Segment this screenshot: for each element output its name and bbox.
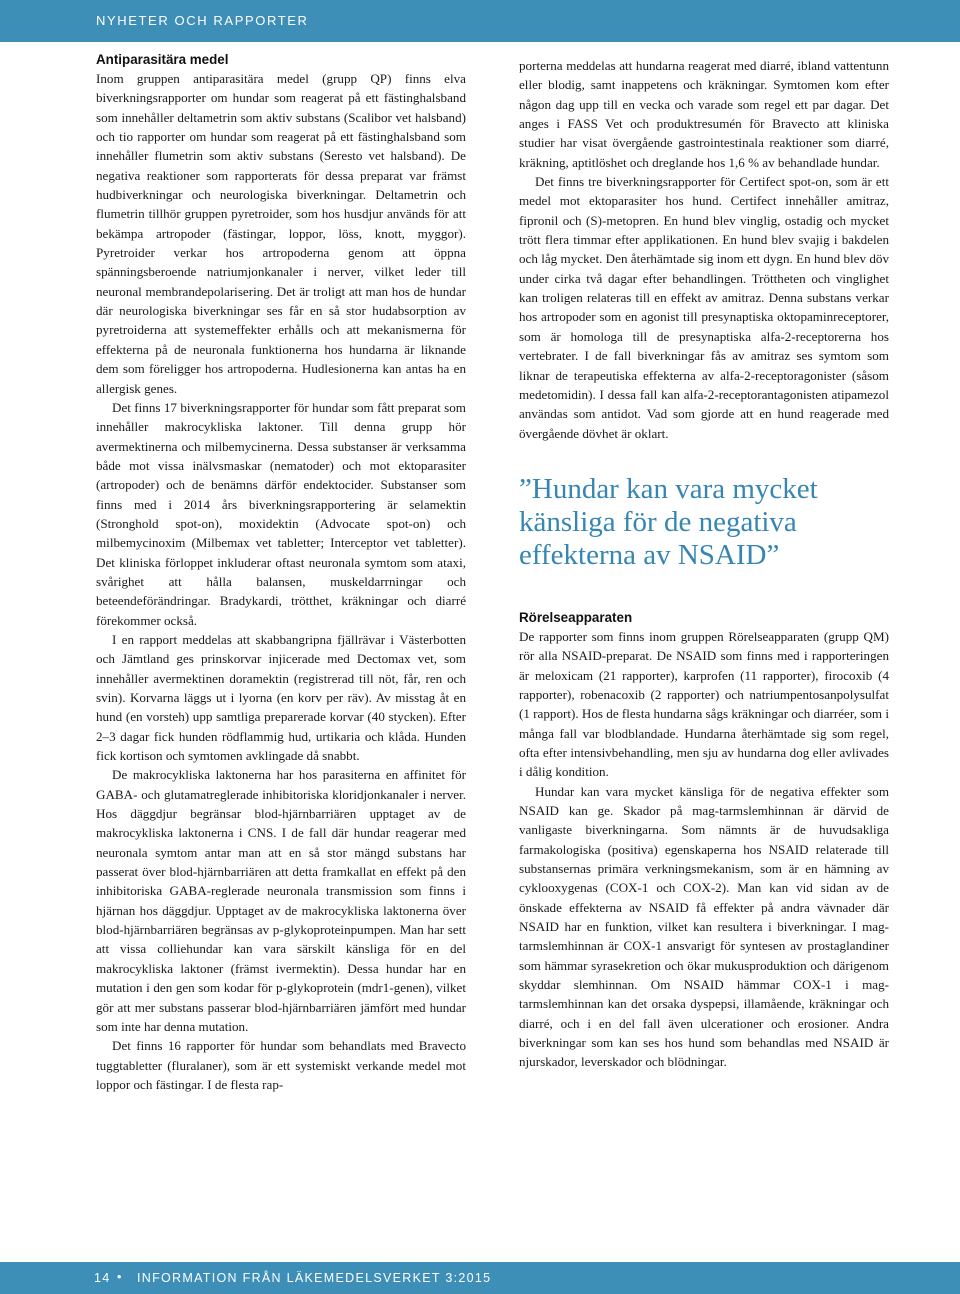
paragraph: porterna meddelas att hundarna reagerat med diarré, ibland vattentunn eller blodig, samt inappetens och kräkningar. Symtomen kom efter någon dag upp till en vecka och varade som regel ett par dagar. Det anges i FASS Vet och produktresumén för Bravecto att kliniska studier har visat övergående gastrointestinala reaktioner som diarré, kräkning, aptitlöshet och dreglande hos 1,6 % av behandlade hundar. [519, 58, 889, 170]
paragraph: I en rapport meddelas att skabbangripna fjällrävar i Västerbotten och Jämtland ges prinskorvar injicerade med Dectomax vet, som innehåller avermektinen doramektin (registrerad till nöt, får, ren och svin). Korvarna läggs ut i lyorna (en korv per räv). Av misstag åt en hund (en vorsteh) upp samtliga preparerade korvar (40 stycken). Efter 2–3 dagar fick hunden rödflammig hud, urtikaria och klåda. Hunden fick kortison och symtomen avklingade då snabbt. [96, 631, 466, 764]
paragraph: De rapporter som finns inom gruppen Rörelseapparaten (grupp QM) rör alla NSAID-preparat. De NSAID som finns med i rapporteringen är meloxicam (21 rapporter), karprofen (11 rapporter), firocoxib (4 rapporter), robenacoxib (2 rapporter) och natriumpentosanpolysulfat (1 rapport). Hos de flesta hundarna sågs kräkningar och diarréer, som i många fall var blodblandade. Hundarna återhämtade sig som regel, ofta efter intensivbehandling, men sju av hundarna dog eller avlivades i dålig kondition. [519, 628, 889, 780]
right-column [519, 56, 889, 1072]
pull-quote: ”Hundar kan vara mycket känsliga för de negativa effekterna av NSAID” [519, 472, 818, 571]
heading-antiparasitara-medel: Antiparasitära medel [96, 52, 229, 67]
paragraph: Det finns 16 rapporter för hundar som behandlats med Bravecto tuggtabletter (fluralaner), som är ett systemiskt verkande medel mot loppor och fästingar. I de flesta rap- [96, 1038, 466, 1092]
heading-rorelseapparaten: Rörelseapparaten [519, 609, 633, 625]
page-number: 14 [94, 1271, 111, 1285]
paragraph: Det finns 17 biverkningsrapporter för hundar som fått preparat som innehåller makrocykliska laktoner. Till denna grupp hör avermektinerna och milbemycinerna. Dessa substanser är verksamma både mot vissa inälvsmaskar (nematoder) och mot ektoparasiter (artropoder) och de benämns därför endektocider. Substanser som finns med i 2014 års biverkningsrapportering är selamektin (Stronghold spot-on), moxidektin (Advocate spot-on) och milbemycinoxim (Milbemax vet tabletter; Interceptor vet tabletter). Det kliniska förloppet inkluderar oftast neuronala symtom som ataxi, svårighet att hålla balansen, muskeldarrningar och beteendeförändringar. Bradykardi, trötthet, kräkningar och diarré förekommer också. [96, 399, 466, 628]
paragraph: Det finns tre biverkningsrapporter för Certifect spot-on, som är ett medel mot ektoparasiter hos hund. Certifect innehåller amitraz, fipronil och (S)-metopren. En hund blev vinglig, ostadig och mycket trött flera timmar efter applikationen. En hund blev svajig i bakdelen och låg mycket. Den återhämtade sig inom ett dygn. En hund blev döv under cirka två dagar efter behandlingen. Tröttheten och vinglighet kan troligen relateras till en effekt av amitraz. Denna substans verkar hos artropoder som en agonist till presynaptiska oktopaminreceptorer, som är homologa till de presynaptiska alfa-2-receptorerna hos vertebrater. I de fall biverkningar fås av amitraz ses symtom som liknar de terapeutiska effekterna av alfa-2-receptoragonister (såsom medetomidin). I dessa fall kan alfa-2-receptorantagonisten atipamezol användas som antidot. Vad som gjorde att en hund reagerade med övergående dövhet är oklart. [519, 174, 889, 441]
paragraph: De makrocykliska laktonerna har hos parasiterna en affinitet för GABA- och glutamatreglerade inhibitoriska kloridjonkanaler i nerver. Hos däggdjur begränsar blod-hjärnbarriären upptaget av de makrocykliska laktonerna i CNS. I de fall där hundar reagerar med neuronala symtom antar man att en så stor mängd substans har passerat över blod-hjärnbarriären att detta framkallat en effekt på den inhibitoriska GABA-reglerade neuronala transmission som finns i hjärnan hos däggdjur. Upptaget av de makrocykliska laktonerna över blod-hjärnbarriären begränsas av p-glykoproteinpumpen. Man har sett att vissa colliehundar kan vara särskilt känsliga för en del makrocykliska laktoner (främst ivermektin). Dessa hundar har en mutation i den gen som kodar för p-glykoprotein (mdr1-genen), vilket gör att mer substans passerar blod-hjärnbarriären jämfört med hundar som inte har denna mutation. [96, 767, 466, 1034]
section-header-bar [0, 0, 960, 42]
section-label: NYHETER OCH RAPPORTER [96, 13, 309, 28]
footer-bullet: • [117, 1270, 123, 1284]
publication-title: INFORMATION FRÅN LÄKEMEDELSVERKET 3:2015 [137, 1271, 492, 1285]
paragraph: Hundar kan vara mycket känsliga för de negativa effekter som NSAID kan ge. Skador på mag-tarmslemhinnan är därvid de vanligaste biverkningarna. Som nämnts är de huvudsakliga farmakologiska (positiva) egenskaperna hos NSAID relaterade till substansernas primära verkningsmekanism, som är en hämning av cyklooxygenas (COX-1 och COX-2). Man kan vid sidan av de önskade effekterna av NSAID få effekter på andra vävnader där NSAID har en funktion, vilket kan resultera i biverkningar. I mag-tarmslemhinnan är COX-1 ansvarigt för syntesen av prostaglandiner som hämmar syrasekretion och ökar mukusproduktion och därigenom skyddar slemhinnan. Om NSAID hämmar COX-1 i mag-tarmslemhinnan kan det orsaka dyspepsi, illamående, kräkningar och diarré, och i en del fall även ulcerationer och erosioner. Andra biverkningar som kan ses hos hund som behandlas med NSAID är njurskador, leverskador och blödningar. [519, 783, 889, 1070]
footer-bar [0, 1262, 960, 1294]
paragraph: Inom gruppen antiparasitära medel (grupp QP) finns elva biverkningsrapporter om hundar som reagerat på ett fästinghalsband som innehåller deltametrin som aktiv substans (Scalibor vet halsband) och tio rapporter om hundar som reagerat på ett fästinghalsband som innehåller flumetrin som aktiv substans (Seresto vet halsband). De negativa reaktioner som rapporterats för dessa preparat var främst hudbiverkningar och neurologiska biverkningar. Deltametrin och flumetrin tillhör gruppen pyretroider, som hos husdjur används för att bekämpa artropoder (fästingar, loppor, löss, knott, myggor). Pyretroider verkar hos artropoderna genom att öppna spänningsberoende natriumjonkanaler i nerver, vilket leder till neuronal membrandepolarisering. Det är troligt att man hos de hundar där neurologiska biverkningar ses får en så stor hudabsorption av pyretroiderna att systemeffekter erhålls och att mekanismerna för effekterna på de neuronala funktionerna hos hundarna är liknande dem som föreligger hos artropoderna. Hudlesionerna kan antas ha en allergisk genes. [96, 71, 466, 396]
left-column [96, 50, 466, 1094]
